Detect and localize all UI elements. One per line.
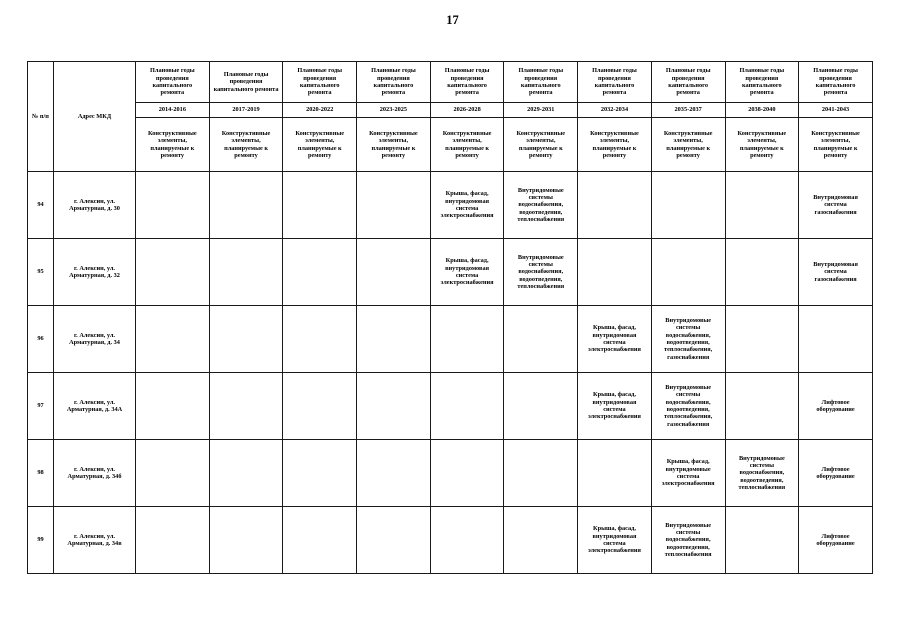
year-range: 2029-2031 (504, 103, 578, 118)
row-address: г. Алексин, ул. Арматурная, д. 34 (54, 306, 136, 373)
repair-elements-cell: Внутридомовые системы водоснабжения, водоотведения, теплоснабжения, газоснабжения (651, 373, 725, 440)
repair-elements-cell (430, 306, 504, 373)
repair-elements-cell: Лифтовое оборудование (799, 373, 873, 440)
repair-elements-cell (504, 373, 578, 440)
repair-elements-cell (504, 507, 578, 574)
year-range: 2041-2043 (799, 103, 873, 118)
column-header-number: № п/п (28, 62, 54, 172)
column-header-address: Адрес МКД (54, 62, 136, 172)
row-number: 98 (28, 440, 54, 507)
repair-elements-cell (725, 507, 799, 574)
repair-elements-cell (283, 373, 357, 440)
period-header: Плановые годы проведения капитального ремонта (504, 62, 578, 103)
repair-elements-cell (725, 239, 799, 306)
repair-elements-cell: Лифтовое оборудование (799, 507, 873, 574)
year-range: 2020-2022 (283, 103, 357, 118)
elements-subheader: Конструктивные элементы, планируемые к ремонту (430, 118, 504, 172)
table-row (28, 507, 873, 574)
repair-elements-cell: Внутридомовая система газоснабжения (799, 239, 873, 306)
repair-elements-cell (430, 440, 504, 507)
elements-subheader: Конструктивные элементы, планируемые к ремонту (209, 118, 283, 172)
repair-elements-cell: Внутридомовые системы водоснабжения, водоотведения, теплоснабжения (504, 239, 578, 306)
row-number: 99 (28, 507, 54, 574)
repair-elements-cell: Внутридомовые системы водоснабжения, водоотведения, теплоснабжения (504, 172, 578, 239)
capital-repair-table (27, 61, 873, 574)
year-range: 2032-2034 (578, 103, 652, 118)
row-address: г. Алексин, ул. Арматурная, д. 30 (54, 172, 136, 239)
year-range: 2026-2028 (430, 103, 504, 118)
repair-elements-cell: Внутридомовая система газоснабжения (799, 172, 873, 239)
repair-elements-cell (283, 507, 357, 574)
repair-elements-cell (725, 373, 799, 440)
row-number: 94 (28, 172, 54, 239)
repair-elements-cell (283, 306, 357, 373)
repair-elements-cell (357, 172, 431, 239)
repair-elements-cell: Крыша, фасад, внутридомовая система электроснабжения (430, 239, 504, 306)
repair-elements-cell (578, 172, 652, 239)
table-row (28, 306, 873, 373)
repair-elements-cell: Внутридомовые системы водоснабжения, водоотведения, теплоснабжения, газоснабжения (651, 306, 725, 373)
period-header: Плановые годы проведения капитального ремонта (651, 62, 725, 103)
elements-subheader: Конструктивные элементы, планируемые к ремонту (799, 118, 873, 172)
repair-elements-cell (209, 373, 283, 440)
period-header: Плановые годы проведения капитального ремонта (578, 62, 652, 103)
repair-elements-cell: Крыша, фасад, внутридомовая система электроснабжения (578, 373, 652, 440)
repair-elements-cell (430, 507, 504, 574)
repair-elements-cell (357, 373, 431, 440)
repair-elements-cell (209, 306, 283, 373)
repair-elements-cell (209, 239, 283, 306)
period-header: Плановые годы проведения капитального ремонта (136, 62, 210, 103)
repair-elements-cell (578, 440, 652, 507)
table-body (28, 172, 873, 574)
period-header: Плановые годы проведения капитального ремонта (430, 62, 504, 103)
repair-elements-cell (283, 172, 357, 239)
year-range: 2038-2040 (725, 103, 799, 118)
repair-elements-cell (725, 306, 799, 373)
period-header: Плановые годы проведения капитального ремонта (283, 62, 357, 103)
repair-elements-cell: Внутридомовые системы водоснабжения, водоотведения, теплоснабжения (725, 440, 799, 507)
repair-elements-cell (136, 440, 210, 507)
elements-subheader: Конструктивные элементы, планируемые к ремонту (283, 118, 357, 172)
elements-subheader: Конструктивные элементы, планируемые к ремонту (725, 118, 799, 172)
elements-subheader: Конструктивные элементы, планируемые к ремонту (651, 118, 725, 172)
repair-elements-cell (357, 507, 431, 574)
repair-elements-cell (283, 440, 357, 507)
row-address: г. Алексин, ул. Арматурная, д. 34А (54, 373, 136, 440)
elements-subheader: Конструктивные элементы, планируемые к ремонту (504, 118, 578, 172)
repair-elements-cell: Крыша, фасад, внутридомовая система электроснабжения (578, 507, 652, 574)
repair-elements-cell (725, 172, 799, 239)
repair-elements-cell (430, 373, 504, 440)
table-row (28, 373, 873, 440)
repair-elements-cell (504, 440, 578, 507)
repair-elements-cell: Крыша, фасад, внутридомовая система электроснабжения (430, 172, 504, 239)
repair-elements-cell (209, 440, 283, 507)
year-range: 2035-2037 (651, 103, 725, 118)
elements-subheader: Конструктивные элементы, планируемые к ремонту (357, 118, 431, 172)
repair-elements-cell (209, 507, 283, 574)
row-number: 95 (28, 239, 54, 306)
year-range: 2014-2016 (136, 103, 210, 118)
repair-elements-cell (136, 373, 210, 440)
period-header: Плановые годы проведения капитального ремонта (799, 62, 873, 103)
row-address: г. Алексин, ул. Арматурная, д. 32 (54, 239, 136, 306)
year-range: 2023-2025 (357, 103, 431, 118)
repair-elements-cell (136, 239, 210, 306)
table-row (28, 172, 873, 239)
table-row (28, 440, 873, 507)
repair-elements-cell (651, 239, 725, 306)
repair-elements-cell (136, 306, 210, 373)
repair-elements-cell (136, 507, 210, 574)
row-address: г. Алексин, ул. Арматурная, д. 34б (54, 440, 136, 507)
elements-subheader: Конструктивные элементы, планируемые к ремонту (578, 118, 652, 172)
repair-elements-cell (357, 306, 431, 373)
repair-elements-cell (283, 239, 357, 306)
period-header: Плановые годы проведения капитального ремонта (209, 62, 283, 103)
repair-elements-cell (578, 239, 652, 306)
repair-elements-cell (209, 172, 283, 239)
row-number: 96 (28, 306, 54, 373)
repair-elements-cell (357, 440, 431, 507)
page-number: 17 (446, 13, 459, 27)
repair-elements-cell: Внутридомовые системы водоснабжения, водоотведения, теплоснабжения (651, 507, 725, 574)
repair-elements-cell: Крыша, фасад, внутридомовые система электроснабжения (651, 440, 725, 507)
table-row (28, 239, 873, 306)
period-header: Плановые годы проведения капитального ремонта (357, 62, 431, 103)
repair-elements-cell (136, 172, 210, 239)
elements-subheader: Конструктивные элементы, планируемые к ремонту (136, 118, 210, 172)
repair-elements-cell (799, 306, 873, 373)
row-number: 97 (28, 373, 54, 440)
repair-elements-cell (504, 306, 578, 373)
year-range: 2017-2019 (209, 103, 283, 118)
repair-elements-cell: Лифтовое оборудование (799, 440, 873, 507)
repair-elements-cell (651, 172, 725, 239)
period-header: Плановые годы проведения капитального ремонта (725, 62, 799, 103)
table-header (28, 62, 873, 172)
row-address: г. Алексин, ул. Арматурная, д. 34в (54, 507, 136, 574)
repair-elements-cell: Крыша, фасад, внутридомовая система электроснабжения (578, 306, 652, 373)
repair-elements-cell (357, 239, 431, 306)
